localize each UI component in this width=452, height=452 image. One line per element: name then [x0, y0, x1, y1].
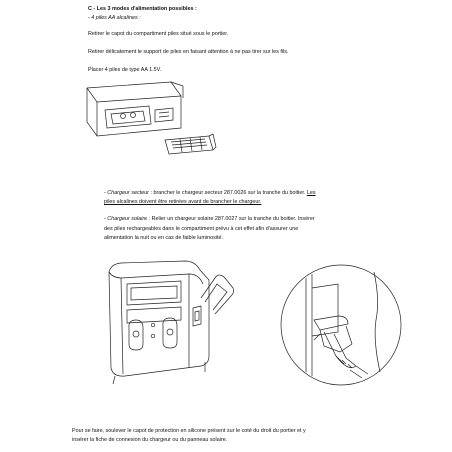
battery-step-1: Retirer le capot du compartiment piles situé sous le portier.: [88, 31, 229, 37]
mains-charger-line-1: [104, 190, 316, 197]
mains-charger-warning-start: Les: [306, 190, 316, 196]
battery-step-3: Placer 4 piles de type AA 1.5V.: [88, 67, 162, 73]
plug-insertion-detail-illustration: [276, 260, 406, 390]
solar-charger-line-3: alimentation la nuit ou en cas de faible luminosité.: [104, 235, 223, 241]
mains-charger-text: : brancher le chargeur secteur 287.0026 sur la tranche du boitier.: [148, 190, 307, 196]
mains-charger-warning: piles alcalines doivent être retirées avant de brancher le chargeur.: [104, 199, 262, 205]
section-heading: C - Les 3 modes d'alimentation possibles :: [88, 6, 197, 12]
section-subheading: - 4 piles AA alcalines :: [88, 15, 141, 21]
footer-line-2: insérer la fiche de connexion du chargeur ou du panneau solaire.: [72, 437, 228, 443]
footer-line-1: Pour se faire, soulever le capot de protection en silicone présent sur le coté du droit du portier et y: [72, 428, 306, 434]
device-charger-port-illustration: [105, 258, 240, 388]
battery-step-2: Retirer délicatement le support de piles en faisant attention à ne pas tirer sur les fils.: [88, 49, 289, 55]
solar-charger-text: : Relier un chargeur solaire 287.0027 sur la tranche du boitier. Insérer: [147, 216, 315, 222]
solar-charger-label: - Chargeur solaire: [104, 216, 148, 222]
solar-charger-line-1: [104, 216, 315, 223]
solar-charger-line-2: des piles rechargeables dans le compartiment prévu à cet effet afin d'assurer une: [104, 226, 299, 232]
battery-compartment-illustration: [85, 80, 245, 160]
mains-charger-label: - Chargeur secteur: [104, 190, 149, 196]
